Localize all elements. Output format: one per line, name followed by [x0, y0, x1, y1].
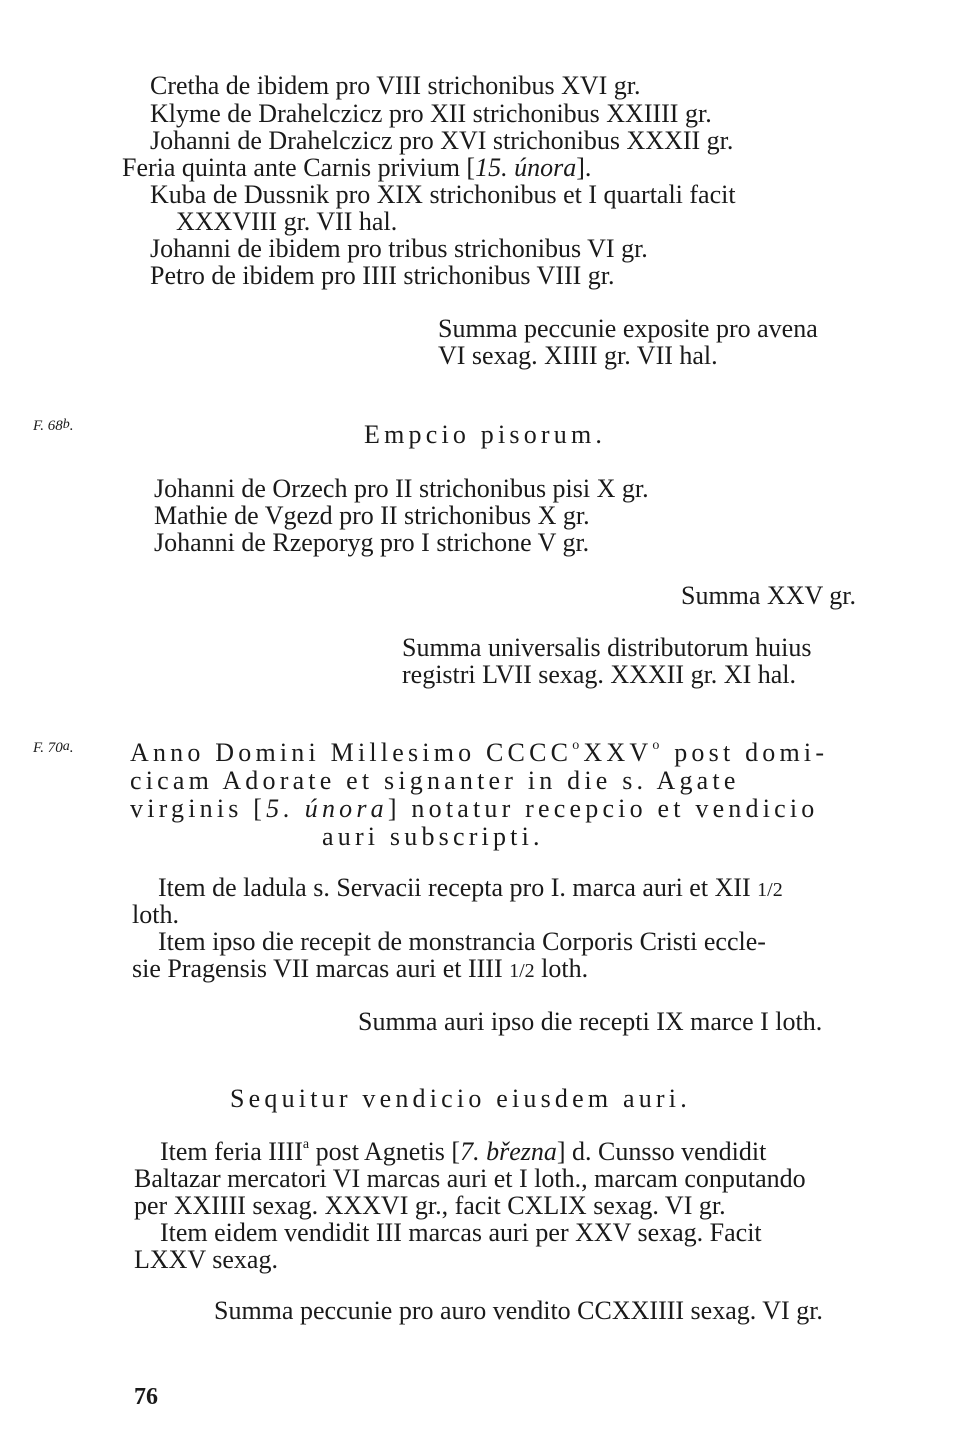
text-line: Johanni de Drahelczicz pro XVI strichonibus XXXII gr. — [150, 126, 734, 155]
summa-line: Summa peccunie exposite pro avena — [438, 314, 818, 343]
summa-line: Summa peccunie pro auro vendito CCXXIIII sexag. VI gr. — [214, 1296, 823, 1325]
text-line: Johanni de Rzeporyg pro I strichone V gr. — [154, 528, 590, 557]
summa-line: VI sexag. XIIII gr. VII hal. — [438, 341, 718, 370]
section-heading: Empcio pisorum. — [364, 420, 607, 449]
entry-heading: virginis [5. února] notatur recepcio et vendicio — [130, 794, 819, 823]
text-line: per XXIIII sexag. XXXVI gr., facit CXLIX sexag. VI gr. — [134, 1191, 726, 1220]
fraction: 1/2 — [509, 960, 535, 982]
entry-heading: Anno Domini Millesimo CCCC$^o$XXV$^o$ post domi- — [130, 738, 829, 767]
fraction: 1/2 — [757, 879, 783, 901]
date-note: 15. února — [475, 153, 577, 182]
section-heading: Sequitur vendicio eiusdem auri. — [230, 1084, 691, 1113]
text-line: Item ipso die recepit de monstrancia Corporis Cristi eccle- — [158, 927, 766, 956]
summa-universalis-line: Summa universalis distributorum huius — [402, 633, 812, 662]
text-line: Johanni de ibidem pro tribus strichonibus VI gr. — [150, 234, 648, 263]
text-run: Feria quinta ante Carnis privium [ — [122, 153, 476, 182]
text-run: ]. — [576, 153, 592, 182]
text-line: Mathie de Vgezd pro II strichonibus X gr. — [154, 501, 590, 530]
text-line: LXXV sexag. — [134, 1245, 278, 1274]
margin-folio-note: F. 70$^a$. — [33, 739, 74, 756]
text-line: XXXVIII gr. VII hal. — [176, 207, 398, 236]
text-line: Item eidem vendidit III marcas auri per XXV sexag. Facit — [160, 1218, 762, 1247]
text-line: Petro de ibidem pro IIII strichonibus VIII gr. — [150, 261, 615, 290]
text-line: Johanni de Orzech pro II strichonibus pisi X gr. — [154, 474, 649, 503]
entry-heading: cicam Adorate et signanter in die s. Agate — [130, 766, 740, 795]
text-line: Item de ladula s. Servacii recepta pro I. marca auri et XII 1/2 — [158, 873, 783, 902]
text-line — [122, 154, 591, 182]
summa-universalis-line: registri LVII sexag. XXXII gr. XI hal. — [402, 660, 796, 689]
text-line: Item feria IIII$^a$ post Agnetis [7. března] d. Cunsso vendidit — [160, 1137, 767, 1166]
date-note: 7. března — [460, 1137, 557, 1166]
date-note: 5. února — [266, 794, 388, 823]
text-line: loth. — [132, 900, 179, 929]
text-line: Klyme de Drahelczicz pro XII strichonibus XXIIII gr. — [150, 99, 712, 128]
text-line: Cretha de ibidem pro VIII strichonibus XVI gr. — [150, 71, 641, 100]
margin-folio-note: F. 68$^b$. — [33, 417, 74, 434]
page-number: 76 — [134, 1384, 158, 1410]
entry-heading: auri subscripti. — [322, 822, 544, 851]
text-line: Kuba de Dussnik pro XIX strichonibus et I quartali facit — [150, 180, 736, 209]
text-line: Baltazar mercatori VI marcas auri et I loth., marcam conputando — [134, 1164, 806, 1193]
summa-line: Summa auri ipso die recepti IX marce I loth. — [358, 1007, 823, 1036]
summa-line: Summa XXV gr. — [681, 581, 857, 610]
text-line: sie Pragensis VII marcas auri et IIII 1/2 loth. — [132, 954, 589, 983]
